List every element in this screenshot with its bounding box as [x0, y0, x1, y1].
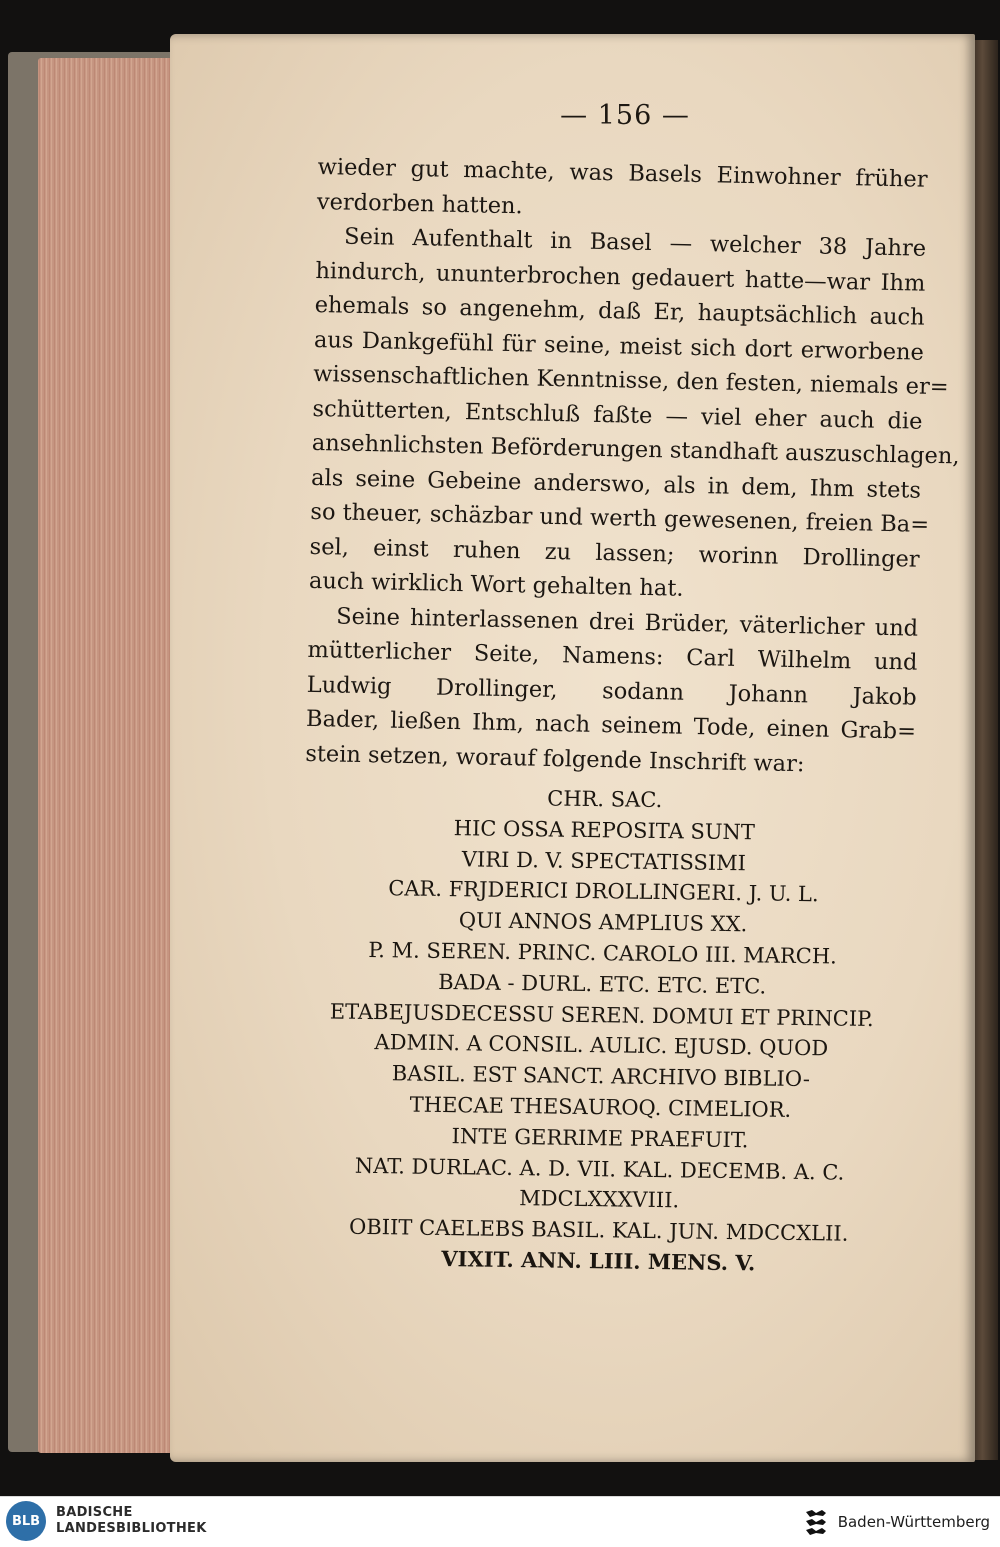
inscription-line: BASIL. EST SANCT. ARCHIVO BIBLIO-	[391, 1061, 811, 1092]
inscription-line: HIC OSSA REPOSITA SUNT	[453, 815, 756, 845]
inscription-line: CAR. FRJDERICI DROLLINGERI. J. U. L.	[388, 876, 819, 907]
inscription-line: BADA - DURL. ETC. ETC. ETC.	[437, 969, 767, 999]
text-line: ansehnlichsten Beförderungen standhaft auszuschlagen,	[311, 429, 960, 470]
state-name: Baden-Württemberg	[837, 1513, 990, 1531]
inscription-line: CHR. SAC.	[547, 786, 663, 813]
inscription-line: ADMIN. A CONSIL. AULIC. EJUSD. QUOD	[374, 1030, 829, 1061]
text-line: Seine hinterlassenen drei Brüder, väterlicher und	[335, 602, 919, 642]
text-line: wieder gut machte, was Basels Einwohner früher	[317, 153, 928, 193]
text-line: Bader, ließen Ihm, nach seinem Tode, einen Grab=	[305, 705, 917, 745]
inscription-line: NAT. DURLAC. A. D. VII. KAL. DECEMB. A. C.	[354, 1153, 845, 1185]
text-line: aus Dankgefühl für seine, meist sich dort erworbene	[313, 326, 925, 366]
state-logo[interactable]	[802, 1507, 990, 1537]
inscription-line: VIXIT. ANN. LIII. MENS. V.	[441, 1245, 756, 1276]
inscription-line: QUI ANNOS AMPLIUS XX.	[458, 908, 748, 937]
text-line: Ludwig Drollinger, sodann Johann Jakob	[306, 671, 917, 711]
text-line: als seine Gebeine anderswo, als in dem, Ihm stets	[310, 464, 922, 504]
library-name-line2: LANDESBIBLIOTHEK	[56, 1521, 207, 1536]
epitaph-inscription	[293, 780, 910, 1281]
baden-wuerttemberg-lions-icon	[802, 1507, 830, 1537]
library-name-line1: BADISCHE	[56, 1505, 133, 1520]
text-line: auch wirklich Wort gehalten hat.	[308, 567, 684, 602]
inscription-line: ETABEJUSDECESSU SEREN. DOMUI ET PRINCIP.	[329, 999, 874, 1031]
footer-bar	[0, 1496, 1000, 1547]
blb-logo-icon[interactable]: BLB	[6, 1501, 46, 1541]
text-line: stein setzen, worauf folgende Inschrift war:	[305, 740, 805, 777]
inscription-line: P. M. SEREN. PRINC. CAROLO III. MARCH.	[368, 937, 837, 969]
text-line: mütterlicher Seite, Namens: Carl Wilhelm und	[307, 636, 918, 676]
body-text	[305, 150, 960, 784]
text-line: ehemals so angenehm, daß Er, hauptsächlich auch	[314, 291, 925, 331]
page-number: — 156 —	[560, 100, 690, 131]
inscription-line: MDCLXXXVIII.	[519, 1186, 680, 1213]
text-line: schütterten, Entschluß faßte — viel eher auch die	[312, 395, 923, 435]
inscription-line: INTE GERRIME PRAEFUIT.	[451, 1123, 749, 1153]
text-line: verdorben hatten.	[316, 188, 523, 219]
text-line: hindurch, ununterbrochen gedauert hatte—war Ihm	[315, 257, 926, 297]
inscription-line: VIRI D. V. SPECTATISSIMI	[461, 846, 747, 875]
text-line: wissenschaftlichen Kenntnisse, den festen, niemals er=	[313, 360, 949, 401]
book-spine-right	[972, 40, 998, 1460]
library-name[interactable]	[56, 1505, 207, 1537]
inscription-line: OBIIT CAELEBS BASIL. KAL. JUN. MDCCXLII.	[348, 1214, 849, 1246]
text-line: so theuer, schäzbar und werth gewesenen, freien Ba=	[310, 498, 930, 538]
text-line: sel, einst ruhen zu lassen; worinn Drollinger	[309, 533, 920, 573]
inscription-line: THECAE THESAUROQ. CIMELIOR.	[409, 1092, 792, 1122]
text-line: Sein Aufenthalt in Basel — welcher 38 Jahre	[343, 223, 927, 262]
